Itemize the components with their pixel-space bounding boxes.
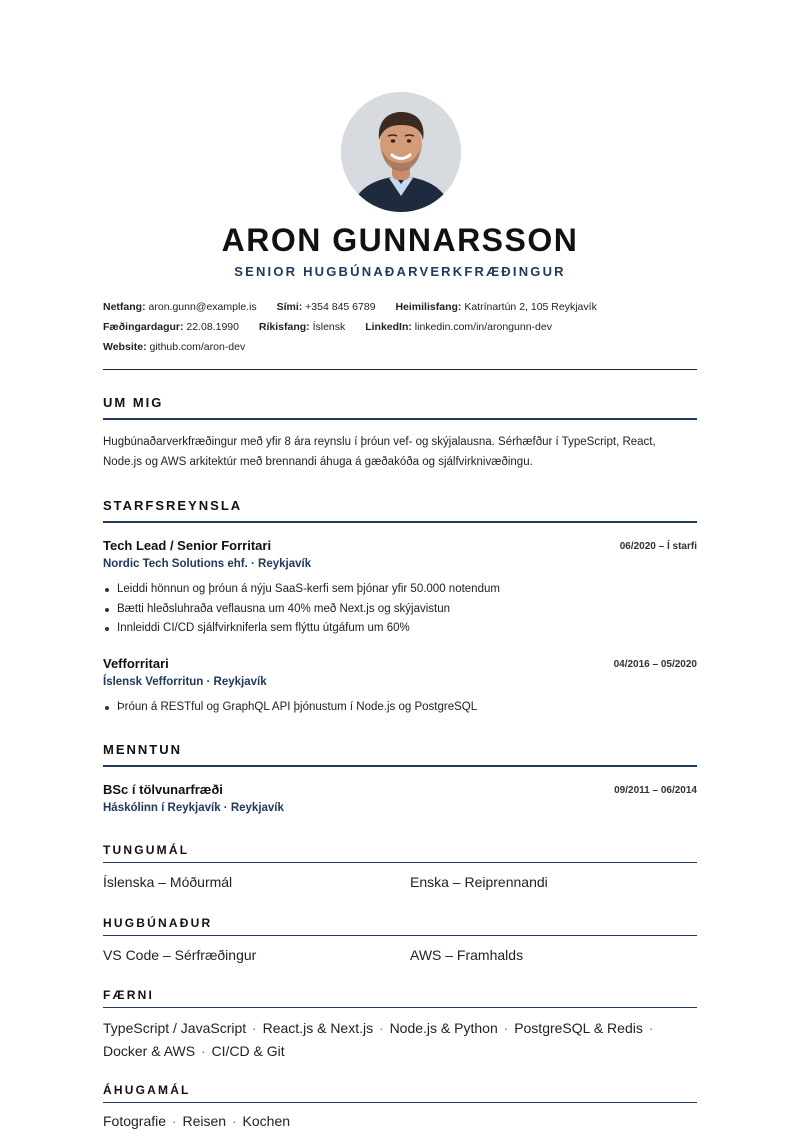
separator-dot: · (168, 1113, 181, 1129)
bullet-text: Bætti hleðsluhraða veflausna um 40% með Next.js og skýjavistun (117, 602, 451, 615)
list-item (103, 600, 697, 620)
job-organization: Íslensk Vefforritun · Reykjavík (103, 676, 267, 688)
hobby-item: Fotografie (103, 1113, 167, 1129)
phone-label: Sími: (276, 301, 303, 313)
email-value[interactable]: aron.gunn@example.is (148, 301, 257, 313)
section-divider-skills (103, 1007, 697, 1008)
list-item (103, 619, 697, 639)
skill-item: TypeScript / JavaScript (103, 1020, 247, 1036)
contact-birthdate (103, 321, 239, 333)
section-divider-languages (103, 862, 697, 863)
section-divider-about (103, 418, 697, 420)
nationality-label: Ríkisfang: (258, 321, 310, 333)
contact-website (103, 341, 245, 353)
birthdate-label: Fæðingardagur: (103, 321, 184, 333)
skill-item: CI/CD & Git (211, 1043, 285, 1059)
section-title-languages: TUNGUMÁL (103, 843, 190, 857)
separator-dot: · (644, 1020, 654, 1036)
profile-photo-illustration (341, 92, 461, 212)
contact-line-2 (103, 317, 703, 337)
section-divider-software (103, 935, 697, 936)
contact-nationality (259, 321, 345, 333)
job-bullets (103, 698, 697, 718)
hobbies-list (103, 1113, 697, 1129)
skill-item: React.js & Next.js (262, 1020, 374, 1036)
linkedin-label: LinkedIn: (365, 321, 412, 333)
section-title-about: UM MIG (103, 395, 164, 410)
candidate-title: SENIOR HUGBÚNAÐARVERKFRÆÐINGUR (234, 264, 566, 279)
job-title: Vefforritari (103, 656, 169, 671)
contact-details (103, 297, 703, 357)
bullet-text: Þróun á RESTful og GraphQL API þjónustum í Node.js og PostgreSQL (117, 701, 478, 713)
software-item: AWS – Framhalds (410, 947, 524, 963)
job-title: Tech Lead / Senior Forritari (103, 538, 272, 553)
about-summary: Hugbúnaðarverkfræðingur með yfir 8 ára reynslu í þróun vef- og skýjalausna. Sérhæfður í TypeScript, React, Node.js og AWS arkitektúr með brennandi áhuga á gæðakóða og sjálfvirknivæðingu. (103, 436, 656, 468)
section-title-skills: FÆRNI (103, 988, 154, 1002)
education-date: 09/2011 – 06/2014 (614, 785, 697, 796)
software-item: VS Code – Sérfræðingur (103, 947, 257, 963)
job-bullets (103, 580, 697, 639)
list-item (103, 698, 697, 718)
job-date: 04/2016 – 05/2020 (613, 659, 697, 670)
section-title-experience: STARFSREYNSLA (103, 498, 243, 513)
contact-linkedin (365, 321, 552, 333)
separator-dot: · (499, 1020, 513, 1036)
bullet-text: Leiddi hönnun og þróun á nýju SaaS-kerfi sem þjónar yfir 50.000 notendum (117, 583, 500, 595)
header-divider (103, 369, 697, 370)
address-value: Katrínartún 2, 105 Reykjavík (464, 301, 597, 313)
skill-item: PostgreSQL & Redis (514, 1020, 643, 1036)
section-title-software: HUGBÚNAÐUR (103, 916, 213, 930)
phone-value[interactable]: +354 845 6789 (305, 301, 376, 313)
separator-dot: · (375, 1020, 388, 1036)
section-divider-education (103, 765, 697, 767)
candidate-name: ARON GUNNARSSON (221, 222, 579, 258)
birthdate-value: 22.08.1990 (186, 321, 239, 333)
separator-dot: · (197, 1043, 210, 1059)
website-label: Website: (103, 341, 147, 353)
profile-photo (341, 92, 461, 212)
address-label: Heimilisfang: (395, 301, 462, 313)
contact-line-1 (103, 297, 703, 317)
nationality-value: Íslensk (312, 321, 346, 333)
contact-line-3 (103, 337, 703, 357)
section-divider-experience (103, 521, 697, 523)
list-item (103, 580, 697, 600)
contact-address (395, 301, 596, 313)
job-organization: Nordic Tech Solutions ehf. · Reykjavík (103, 558, 312, 570)
language-item: Íslenska – Móðurmál (103, 874, 233, 890)
contact-email (103, 301, 257, 313)
separator-dot: · (228, 1113, 241, 1129)
job-date: 06/2020 – Í starfi (619, 541, 697, 552)
bullet-text: Innleiddi CI/CD sjálfvirkniferla sem flýttu útgáfum um 60% (117, 622, 410, 634)
bullet-icon (105, 706, 109, 710)
separator-dot: · (248, 1020, 261, 1036)
hobby-item: Reisen (182, 1113, 227, 1129)
email-label: Netfang: (103, 301, 146, 313)
skill-item: Node.js & Python (389, 1020, 498, 1036)
section-divider-hobbies (103, 1102, 697, 1103)
skill-item: Docker & AWS (103, 1043, 196, 1059)
language-item: Enska – Reiprennandi (410, 874, 548, 890)
linkedin-link[interactable]: linkedin.com/in/arongunn-dev (414, 321, 552, 333)
degree-title: BSc í tölvunarfræði (103, 782, 223, 797)
section-title-education: MENNTUN (103, 742, 182, 757)
section-title-hobbies: ÁHUGAMÁL (103, 1083, 191, 1097)
skills-list (103, 1017, 697, 1063)
bullet-icon (105, 627, 109, 631)
bullet-icon (105, 588, 109, 592)
bullet-icon (105, 608, 109, 612)
website-link[interactable]: github.com/aron-dev (149, 341, 246, 353)
hobby-item: Kochen (242, 1113, 291, 1129)
education-school: Háskólinn í Reykjavík · Reykjavík (103, 802, 284, 814)
contact-phone (277, 301, 376, 313)
